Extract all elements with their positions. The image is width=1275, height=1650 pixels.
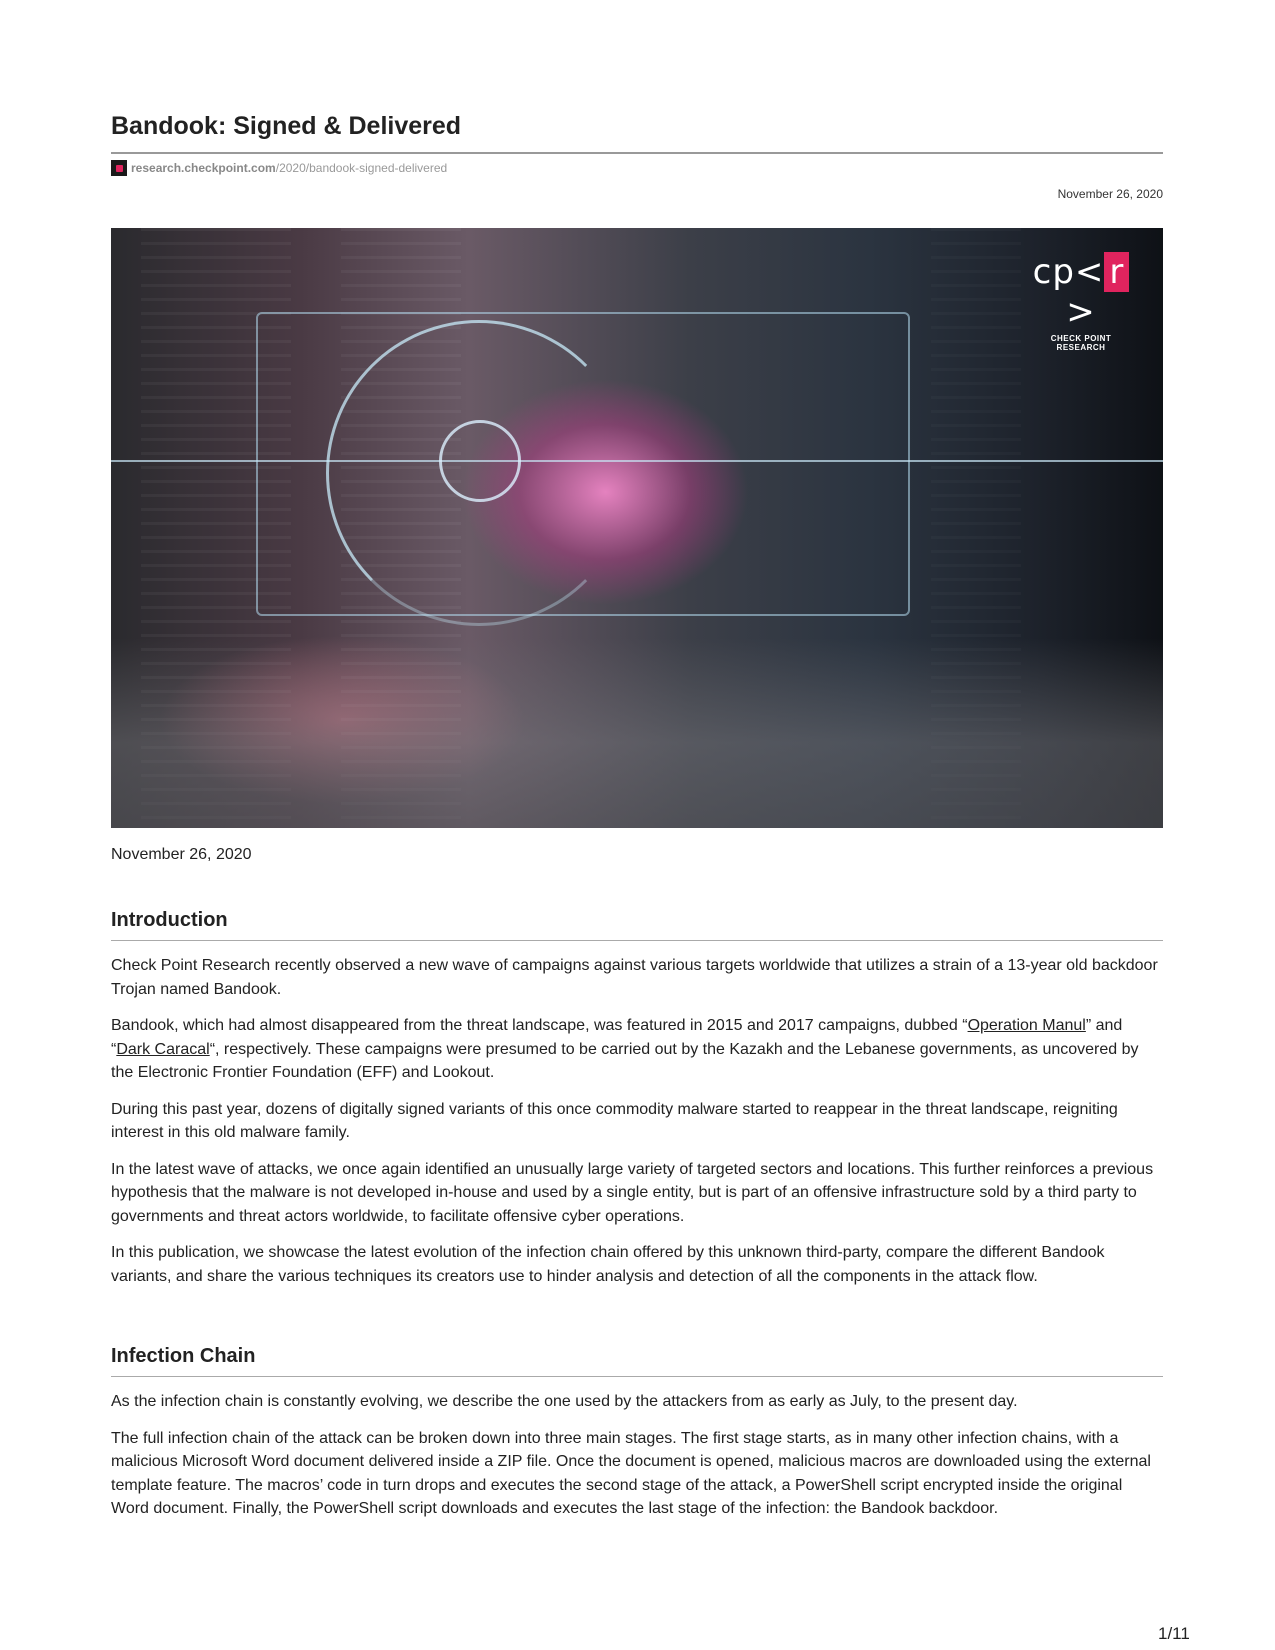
introduction-paragraph-2: Bandook, which had almost disappeared from the threat landscape, was featured in 2015 and 2017 campaigns, dubbed “Operation Manul” and “Dark Caracal“, respectively. These campaigns were presumed to be carried out by the Kazakh and the Lebanese governments, as uncovered by the Electronic Frontier Foundation (EFF) and Lookout. <box>111 1017 1139 1081</box>
hud-horizontal-line <box>111 460 1163 462</box>
site-favicon-icon <box>111 160 127 176</box>
cpr-logo-mark: cp< r> <box>1026 252 1136 332</box>
introduction-paragraph-3: During this past year, dozens of digitally signed variants of this once commodity malware started to reappear in the threat landscape, reigniting interest in this old malware family. <box>111 1100 1118 1141</box>
introduction-paragraph-5: In this publication, we showcase the latest evolution of the infection chain offered by this unknown third-party, compare the different Bandook variants, and share the various techniques its creators use to hinder analysis and detection of all the components in the attack flow. <box>111 1244 1105 1285</box>
introduction-paragraph-1: Check Point Research recently observed a new wave of campaigns against various targets worldwide that utilizes a strain of a 13-year old backdoor Trojan named Bandook. <box>111 957 1158 998</box>
source-host: research.checkpoint.com <box>131 161 276 175</box>
source-link[interactable] <box>111 160 447 176</box>
hero-image <box>111 228 1163 828</box>
infection-chain-paragraph-2: The full infection chain of the attack can be broken down into three main stages. The first stage starts, as in many other infection chains, with a malicious Microsoft Word document delivered inside a ZIP file. Once the document is opened, malicious macros are downloaded using the external template feature. The macros’ code in turn drops and executes the second stage of the attack, a PowerShell script encrypted inside the original Word document. Finally, the PowerShell script downloads and executes the last stage of the infection: the Bandook backdoor. <box>111 1429 1151 1517</box>
introduction-heading: Introduction <box>111 909 1163 941</box>
title-divider <box>111 152 1163 154</box>
cpr-logo <box>1026 252 1136 352</box>
article-title: Bandook: Signed & Delivered <box>111 112 462 140</box>
operation-manul-link[interactable]: Operation Manul <box>967 1017 1086 1034</box>
infection-chain-paragraph-1: As the infection chain is constantly evolving, we describe the one used by the attackers from as early as July, to the present day. <box>111 1393 1018 1410</box>
section-infection-chain <box>111 1345 1163 1521</box>
dark-caracal-link[interactable]: Dark Caracal <box>116 1040 210 1058</box>
infection-chain-heading: Infection Chain <box>111 1345 1163 1377</box>
hud-target-ring <box>439 420 521 502</box>
cpr-logo-caption: CHECK POINT RESEARCH <box>1050 334 1112 352</box>
post-date: November 26, 2020 <box>111 846 252 863</box>
section-introduction <box>111 909 1163 1288</box>
page-number: 1/11 <box>1158 1624 1190 1643</box>
introduction-paragraph-4: In the latest wave of attacks, we once again identified an unusually large variety of targeted sectors and locations. This further reinforces a previous hypothesis that the malware is not developed in-house and used by a single entity, but is part of an offensive infrastructure sold by a third party to governments and threat actors worldwide, to facilitate offensive cyber operations. <box>111 1160 1154 1225</box>
data-center-floor <box>111 638 1163 828</box>
source-path: /2020/bandook-signed-delivered <box>275 161 448 175</box>
header-date: November 26, 2020 <box>1057 187 1163 201</box>
